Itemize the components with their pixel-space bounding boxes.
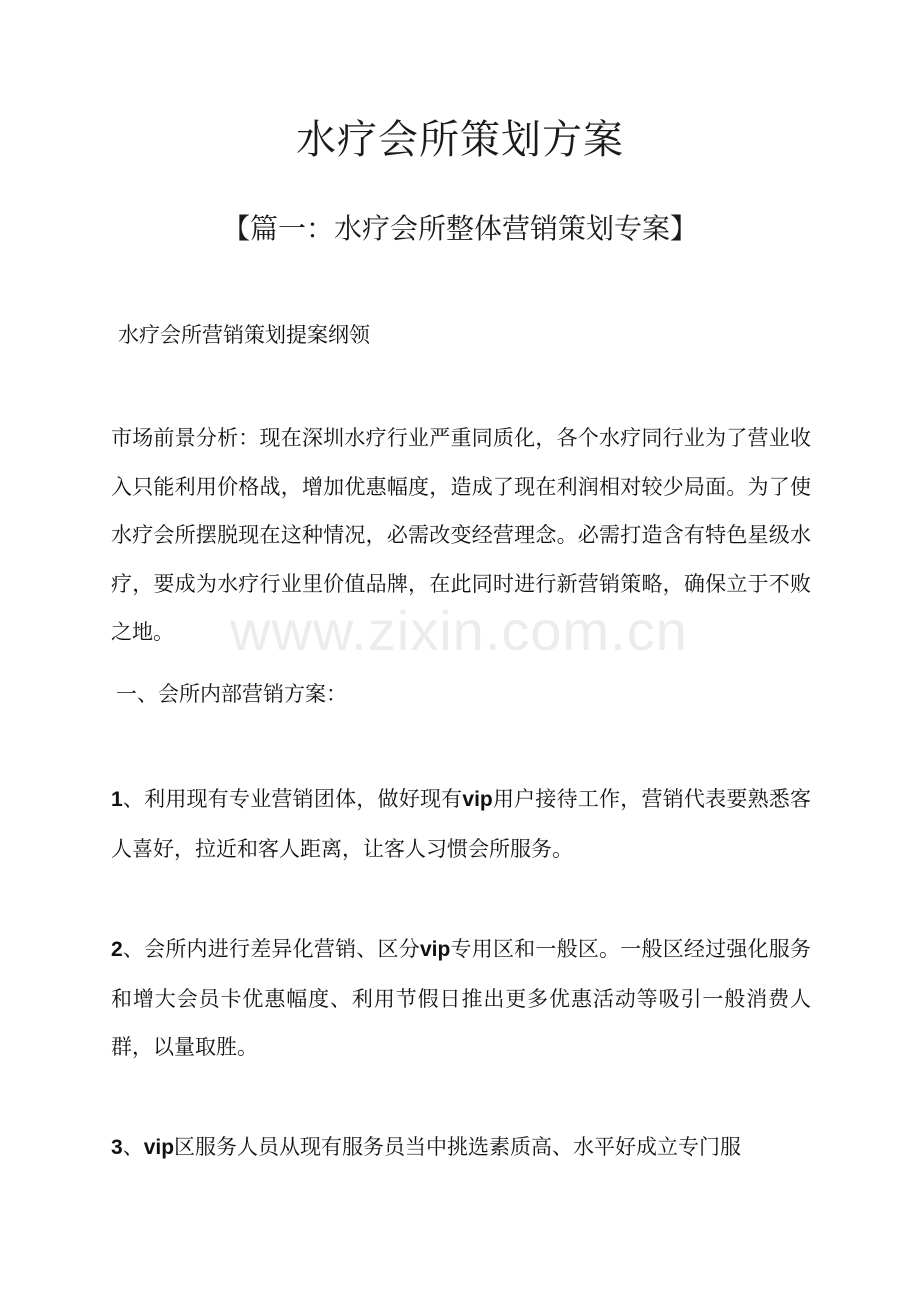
item-text: 专用区和一般区。一般区经过强化服务和增大会员卡优惠幅度、利用节假日推出更多优惠活动等吸引一般消费人群，以量取胜。 bbox=[111, 937, 811, 1059]
item-number: 1 bbox=[111, 788, 123, 811]
item-latin: vip bbox=[419, 938, 451, 961]
item-number: 2 bbox=[111, 938, 123, 961]
item-number: 3 bbox=[111, 1136, 123, 1159]
item-latin: vip bbox=[462, 788, 493, 811]
item-text: 用户接待工作，营销代表要熟悉客人喜好，拉近和客人距离，让客人习惯会所服务。 bbox=[111, 787, 811, 861]
market-analysis-paragraph: 市场前景分析：现在深圳水疗行业严重同质化，各个水疗同行业为了营业收入只能利用价格战，增加优惠幅度，造成了现在利润相对较少局面。为了使水疗会所摆脱现在这种情况，必需改变经营理念。必需打造含有特色星级水疗，要成为水疗行业里价值品牌，在此同时进行新营销策略，确保立于不败之地。 bbox=[111, 426, 811, 644]
list-item bbox=[111, 1123, 811, 1173]
watermark: www.zixin.com.cn bbox=[230, 599, 688, 662]
outline-heading: 水疗会所营销策划提案纲领 bbox=[118, 323, 370, 347]
list-item bbox=[111, 775, 811, 873]
item-text: 区服务人员从现有服务员当中挑选素质高、水平好成立专门服 bbox=[174, 1135, 742, 1159]
item-text: 、会所内进行差异化营销、区分 bbox=[122, 937, 420, 961]
document-subtitle: 【篇一：水疗会所整体营销策划专案】 bbox=[221, 212, 698, 245]
item-latin: vip bbox=[143, 1136, 175, 1159]
item-text: 、 bbox=[122, 1135, 144, 1159]
item-text: 、利用现有专业营销团体，做好现有 bbox=[122, 787, 463, 811]
section-heading: 一、会所内部营销方案： bbox=[116, 682, 347, 706]
list-item bbox=[111, 925, 811, 1072]
document-title: 水疗会所策划方案 bbox=[296, 117, 624, 163]
